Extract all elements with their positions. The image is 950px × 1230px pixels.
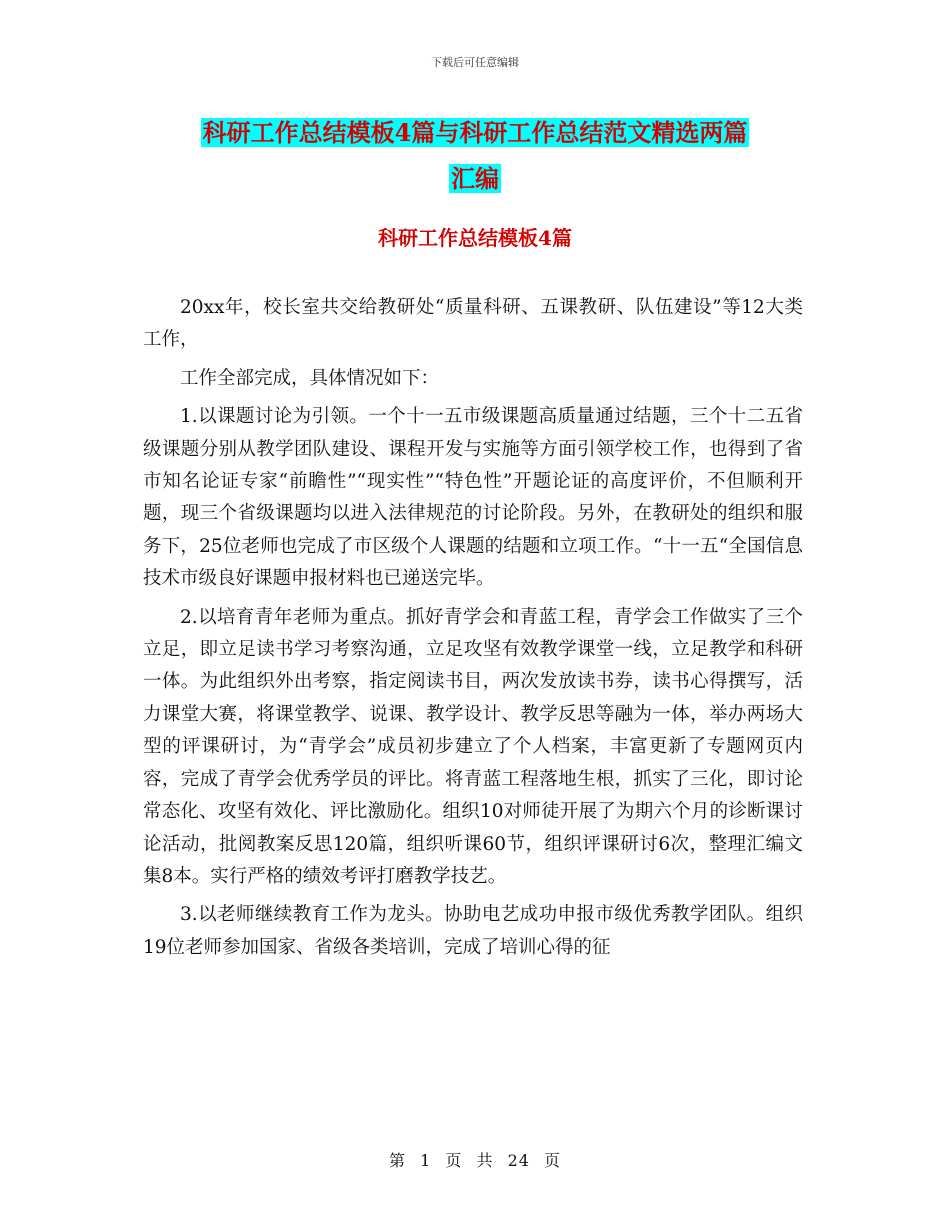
footer-total-word: 共 (476, 1151, 494, 1170)
title-line-2: 汇编 (451, 164, 499, 193)
page-footer (0, 1148, 950, 1171)
footer-suffix: 页 (544, 1151, 562, 1170)
document-title (140, 110, 810, 202)
footer-current-page: 1 (420, 1151, 432, 1170)
section-title: 科研工作总结模板4篇 (378, 226, 572, 250)
footer-total-pages: 24 (507, 1151, 530, 1170)
paragraph: 工作全部完成，具体情况如下： (180, 367, 440, 389)
page-header-note: 下载后可任意编辑 (431, 56, 519, 69)
paragraph: 1.以课题讨论为引领。一个十一五市级课题高质量通过结题，三个十二五省级课题分别从教学团队建设、课程开发与实施等方面引领学校工作，也得到了省市知名论证专家“前瞻性”“现实性”“特色性”开题论证的高度评价，不但顺利开题，现三个省级课题均以进入法律规范的讨论阶段。另外，在教研处的组织和服务下，25位老师也完成了市区级个人课题的结题和立项工作。“十一五“全国信息技术市级良好课题申报材料也已递送完毕。 (143, 406, 803, 590)
footer-prefix: 第 (388, 1151, 406, 1170)
title-line-1: 科研工作总结模板4篇与科研工作总结范文精选两篇 (202, 118, 748, 147)
paragraph: 2.以培育青年老师为重点。抓好青学会和青蓝工程，青学会工作做实了三个立足，即立足读书学习考察沟通，立足攻坚有效教学课堂一线，立足教学和科研一体。为此组织外出考察，指定阅读书目，两次发放读书券，读书心得撰写，活力课堂大赛，将课堂教学、说课、教学设计、教学反思等融为一体，举办两场大型的评课研讨，为“青学会”成员初步建立了个人档案，丰富更新了专题网页内容，完成了青学会优秀学员的评比。将青蓝工程落地生根，抓实了三化，即讨论常态化、攻坚有效化、评比激励化。组织10对师徒开展了为期六个月的诊断课讨论活动，批阅教案反思120篇，组织听课60节，组织评课研讨6次，整理汇编文集8本。实行严格的绩效考评打磨教学技艺。 (143, 606, 803, 887)
footer-page-word: 页 (445, 1151, 463, 1170)
paragraph: 20xx年，校长室共交给教研处“质量科研、五课教研、队伍建设”等12大类工作， (143, 297, 803, 351)
body-text (143, 292, 803, 970)
paragraph: 3.以老师继续教育工作为龙头。协助电艺成功申报市级优秀教学团队。组织19位老师参加国家、省级各类培训，完成了培训心得的征 (143, 904, 803, 958)
